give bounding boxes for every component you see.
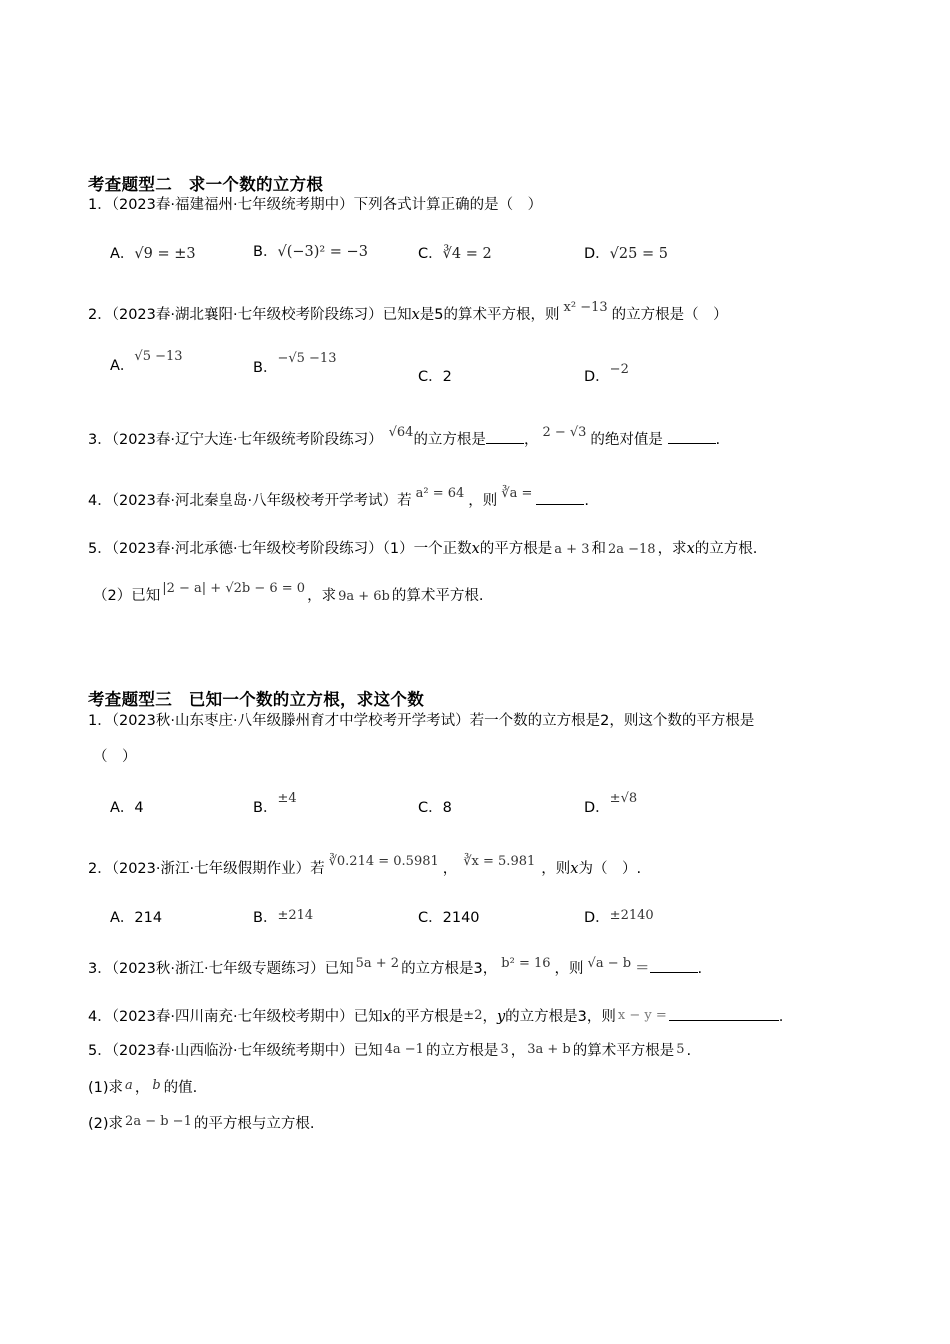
question-text: ，则 (554, 961, 584, 977)
question-text: 的算术平方根是 (572, 1043, 675, 1059)
question-source: （2023春·河北秦皇岛·八年级校考开学考试） (111, 493, 398, 509)
question-s3-q2 (88, 854, 642, 880)
option-text: 4 (134, 800, 144, 816)
question-number: 2． (88, 861, 112, 877)
question-text: ，则 (468, 493, 498, 509)
variable: x (382, 1009, 391, 1025)
question-number: 5． (88, 1043, 112, 1059)
option-d[interactable] (584, 908, 654, 929)
punctuation: . (584, 493, 589, 509)
math-expr: 9a + 6b (338, 589, 390, 604)
question-number: 2． (88, 307, 112, 323)
question-text: 的平方根是 (479, 541, 553, 557)
question-text: ＝ (635, 961, 650, 977)
math-expr: 2a − b −1 (125, 1114, 192, 1129)
question-text: ， (523, 432, 539, 448)
option-d[interactable] (584, 791, 638, 819)
question-text: （1）一个正数 (382, 541, 472, 557)
option-label: C． (418, 246, 443, 262)
answer-blank[interactable] (536, 489, 584, 505)
answer-blank[interactable] (669, 1005, 779, 1021)
answer-blank[interactable] (650, 957, 698, 973)
punctuation: . (697, 961, 703, 977)
option-label: D． (584, 246, 610, 262)
option-math: √25 = 5 (609, 246, 668, 262)
question-text: 已知 (353, 1043, 383, 1059)
math-expr: 3a + b (527, 1042, 571, 1057)
option-text: 2140 (442, 910, 480, 926)
punctuation: . (778, 1009, 784, 1025)
option-label: B． (253, 360, 278, 376)
option-math: √5 −13 (134, 349, 183, 364)
section-title: 考查题型三 已知一个数的立方根，求这个数 (88, 690, 424, 709)
question-text: 的值. (163, 1080, 198, 1096)
math-expr: |2 − a| + √2b − 6 = 0 (162, 581, 306, 596)
question-source: （2023·浙江·七年级假期作业） (111, 861, 311, 877)
question-text: (2)求 (88, 1116, 124, 1132)
option-c[interactable] (418, 244, 492, 264)
question-source: （2023春·湖北襄阳·七年级校考阶段练习） (111, 307, 383, 323)
option-math: ±4 (277, 791, 297, 806)
option-label: B． (253, 244, 278, 260)
math-expr: ±2 (463, 1008, 483, 1023)
question-text: ， (134, 1080, 150, 1096)
question-text: 若 (310, 861, 325, 877)
option-label: A． (110, 800, 135, 816)
option-label: A． (110, 910, 135, 926)
option-math: −√5 −13 (277, 351, 337, 366)
question-text: ，求 (657, 541, 687, 557)
option-math: −2 (609, 362, 629, 377)
question-text: 的算术平方根. (391, 588, 484, 604)
math-expr: ∛x = 5.981 (463, 854, 536, 869)
option-label: A． (110, 246, 135, 262)
option-label: C． (418, 369, 443, 385)
question-text: 的绝对值是 (590, 432, 663, 448)
option-math: ±2140 (609, 908, 654, 923)
punctuation: . (715, 432, 721, 448)
option-d[interactable] (584, 244, 668, 264)
option-text: 214 (134, 910, 163, 926)
question-source: （2023春·山西临汾·七年级统考期中） (111, 1043, 354, 1059)
option-b[interactable] (253, 908, 313, 929)
question-text: 的平方根是 (390, 1009, 464, 1025)
question-text: ，求 (307, 588, 337, 604)
option-a[interactable] (110, 798, 144, 818)
option-a[interactable] (110, 244, 196, 264)
option-b[interactable] (253, 242, 368, 262)
variable: x (411, 307, 420, 323)
question-text: 若一个数的立方根是2，则这个数的平方根是 (469, 713, 755, 729)
variable: x (686, 541, 695, 557)
math-expr: 2 − √3 (542, 425, 587, 440)
option-b[interactable] (253, 791, 297, 819)
math-expr: 4a −1 (384, 1042, 424, 1057)
answer-paren: （ ） (93, 749, 137, 765)
question-s2-q5 (88, 539, 757, 560)
math-expr: x − y = (617, 1008, 667, 1023)
option-label: D． (584, 369, 610, 385)
question-text: ， (510, 1043, 526, 1059)
question-s2-q4 (88, 486, 589, 512)
question-s3-q1 (88, 711, 754, 731)
question-source: （2023春·辽宁大连·七年级统考阶段练习） (111, 432, 383, 448)
question-source: （2023秋·浙江·七年级专题练习） (111, 961, 325, 977)
option-math: ∛4 = 2 (442, 246, 492, 262)
question-text: 已知 (353, 1009, 383, 1025)
question-text: ，则 (541, 861, 571, 877)
variable: y (496, 1009, 506, 1025)
option-a[interactable] (110, 349, 183, 377)
math-expr: √64 (388, 425, 414, 440)
option-c[interactable] (418, 798, 452, 818)
question-text: 已知 (324, 961, 354, 977)
math-expr: 2a −18 (607, 542, 656, 557)
question-s3-q5-part1 (88, 1078, 197, 1099)
variable: x (471, 541, 480, 557)
question-text: 下列各式计算正确的是（ ） (353, 197, 543, 213)
math-expr: b² = 16 (501, 956, 551, 971)
question-text: 的立方根是（ ） (611, 307, 728, 323)
question-s3-q4 (88, 1005, 783, 1028)
question-text: 是5的算术平方根，则 (419, 307, 560, 323)
question-text: ， (442, 861, 458, 877)
option-math: √(−3)² = −3 (277, 244, 368, 260)
option-label: B． (253, 800, 278, 816)
question-text: 的立方根是3， (401, 961, 498, 977)
question-text: 的立方根. (694, 541, 758, 557)
question-text: 为（ ）. (578, 861, 642, 877)
punctuation: . (686, 1043, 692, 1059)
question-s2-q5-part2 (93, 581, 484, 607)
option-label: D． (584, 910, 610, 926)
option-text: 8 (442, 800, 452, 816)
option-math: ±√8 (609, 791, 638, 806)
question-text: 和 (591, 541, 606, 557)
question-number: 1． (88, 197, 112, 213)
option-text: 2 (442, 369, 452, 385)
question-s3-q5 (88, 1041, 691, 1062)
option-c[interactable] (418, 367, 452, 387)
option-label: A． (110, 358, 135, 374)
question-s2-q2 (88, 300, 728, 326)
question-text: 的平方根与立方根. (193, 1116, 315, 1132)
math-expr: x² −13 (563, 300, 608, 315)
question-number: 1． (88, 713, 112, 729)
question-number: 3． (88, 432, 112, 448)
math-expr: ∛0.214 = 0.5981 (328, 854, 439, 869)
question-number: 4． (88, 493, 112, 509)
math-expr: 5 (676, 1042, 685, 1057)
option-label: C． (418, 910, 443, 926)
question-number: 3． (88, 961, 112, 977)
question-source: （2023春·河北承德·七年级校考阶段练习） (111, 541, 383, 557)
section-title: 考查题型二 求一个数的立方根 (88, 175, 324, 194)
math-expr: ∛a = (501, 486, 533, 501)
option-math: ±214 (277, 908, 314, 923)
question-s2-q1 (88, 195, 542, 215)
question-text: (1)求 (88, 1080, 124, 1096)
option-b[interactable] (253, 351, 337, 379)
question-text: （2）已知 (93, 588, 161, 604)
option-label: D． (584, 800, 610, 816)
option-d[interactable] (584, 362, 629, 388)
answer-blank[interactable] (486, 428, 524, 444)
question-source: （2023春·福建福州·七年级统考期中） (111, 197, 354, 213)
question-number: 4． (88, 1009, 112, 1025)
option-math: √9 = ±3 (134, 246, 196, 262)
math-expr: a + 3 (554, 542, 590, 557)
question-text: 的立方根是3，则 (505, 1009, 616, 1025)
variable: a (125, 1078, 133, 1093)
variable: b (152, 1078, 161, 1093)
question-source: （2023秋·山东枣庄·八年级滕州育才中学校考开学考试） (111, 713, 470, 729)
option-label: B． (253, 910, 278, 926)
answer-blank[interactable] (668, 428, 716, 444)
question-text: 的立方根是 (413, 432, 486, 448)
question-s3-q5-part2 (88, 1114, 314, 1135)
variable: x (570, 861, 579, 877)
question-text: 若 (397, 493, 412, 509)
question-text: ， (482, 1009, 497, 1025)
question-number: 5． (88, 541, 112, 557)
math-expr: a² = 64 (415, 486, 465, 501)
question-s2-q3 (88, 425, 721, 451)
math-expr: 5a + 2 (355, 956, 400, 971)
math-expr: √a − b (587, 956, 632, 971)
question-text: 的立方根是 (425, 1043, 499, 1059)
option-a[interactable] (110, 908, 162, 928)
option-label: C． (418, 800, 443, 816)
question-source: （2023春·四川南充·七年级校考期中） (111, 1009, 354, 1025)
math-expr: 3 (500, 1042, 509, 1057)
question-text: 已知 (382, 307, 412, 323)
question-s3-q3 (88, 957, 702, 980)
option-c[interactable] (418, 908, 480, 928)
